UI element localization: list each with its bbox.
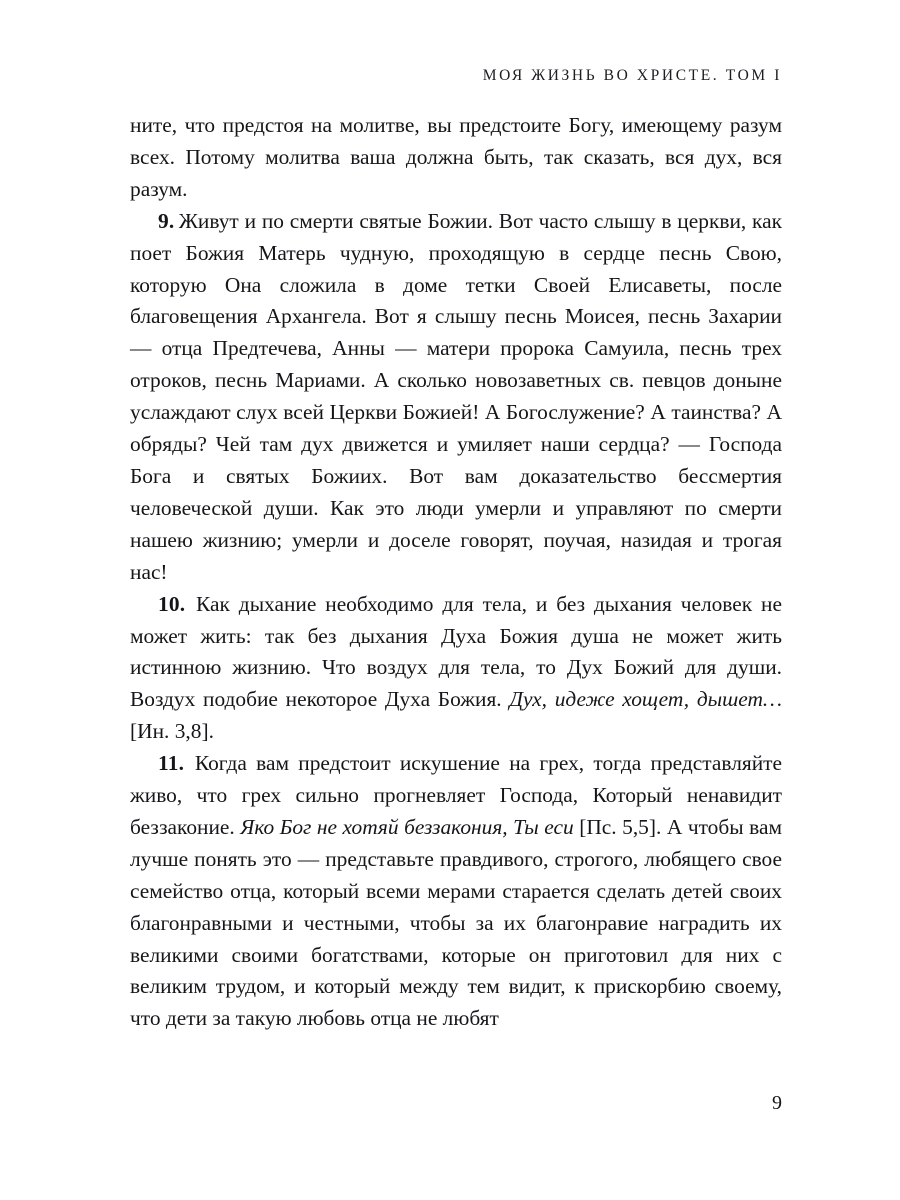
text-block bbox=[130, 110, 782, 1035]
paragraph-text: Как дыхание необходимо для тела, и без дыхания человек не может жить: так без дыхания Духа Божия душа не может жить истинною жизнию. Что воздух для тела, то Дух Божий для души. Воздух подобие некоторое Духа Божия. bbox=[130, 591, 782, 712]
scripture-citation: Дух, идеже хощет, дышет… bbox=[509, 687, 782, 712]
scripture-reference: [Ин. 3,8]. bbox=[130, 719, 214, 744]
number-gap bbox=[185, 592, 196, 616]
paragraph-text: Живут и по смерти святые Божии. Вот часто слышу в церкви, как поет Божия Матерь чудную, проходящую в сердце песнь Свою, которую Она сложила в доме тетки Своей Елисаветы, после благовещения Архангела. Вот я слышу песнь Моисея, песнь Захарии — отца Предтечева, Анны — матери пророка Самуила, песнь трех отроков, песнь Мариами. А сколько новозаветных св. певцов доныне услаждают слух всей Церкви Божией! А Богослужение? А таинства? А обряды? Чей там дух движется и умиляет наши сердца? — Господа Бога и святых Божиих. Вот вам доказательство бессмертия человеческой души. Как это люди умерли и управляют по смерти нашею жизнию; умерли и доселе говорят, поучая, назидая и трогая нас! bbox=[130, 208, 782, 584]
page-number: 9 bbox=[772, 1092, 782, 1114]
scripture-reference: [Пс. 5,5]. bbox=[573, 814, 662, 839]
paragraph-text: ните, что предстоя на молитве, вы предстоите Богу, имеющему разум всех. Потому молитва ваша должна быть, так сказать, вся дух, вся разум. bbox=[130, 113, 782, 201]
paragraph-number: 11. bbox=[158, 751, 185, 776]
scripture-citation: Яко Бог не хотяй беззакония, Ты еси bbox=[240, 814, 574, 839]
paragraph-11 bbox=[130, 748, 782, 1035]
paragraph-9 bbox=[130, 206, 782, 589]
paragraph-10 bbox=[130, 589, 782, 749]
paragraph-text-tail: А чтобы вам лучше понять это — представьте правдивого, строгого, любящего свое семейство отца, который всеми мерами старается сделать детей своих благонравными и честными, чтобы за их благонравие наградить их великими своими богатствами, которые он приготовил для них с великим трудом, и который между тем видит, к прискорбию своему, что дети за такую любовь отца не любят bbox=[130, 814, 782, 1031]
number-gap bbox=[184, 751, 195, 775]
running-head: МОЯ ЖИЗНЬ ВО ХРИСТЕ. ТОМ I bbox=[482, 67, 782, 84]
paragraph-text: Когда вам предстоит искушение на грех, тогда представляйте живо, что грех сильно прогневляет Господа, Который ненавидит беззаконие. bbox=[130, 751, 782, 839]
paragraph-number: 10. bbox=[158, 591, 186, 616]
paragraph-continuation bbox=[130, 110, 782, 206]
paragraph-number: 9. bbox=[158, 208, 175, 233]
